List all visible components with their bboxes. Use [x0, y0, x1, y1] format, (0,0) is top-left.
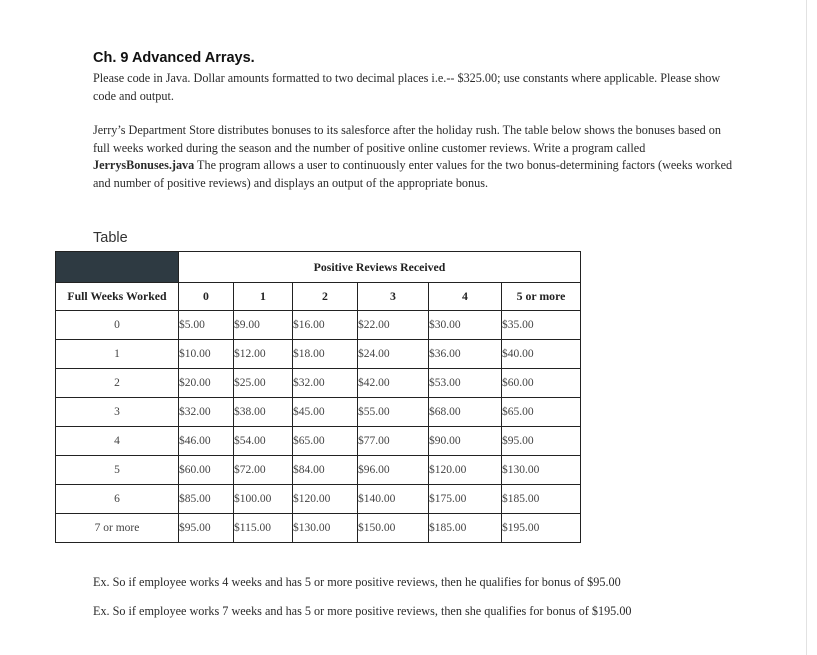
- bonus-cell: $84.00: [293, 456, 358, 485]
- table-row: [56, 369, 581, 398]
- positive-reviews-header: Positive Reviews Received: [179, 252, 581, 283]
- bonus-cell: $46.00: [179, 427, 234, 456]
- bonus-cell: $60.00: [502, 369, 581, 398]
- description-paragraph: [93, 122, 733, 193]
- bonus-cell: $68.00: [429, 398, 502, 427]
- bonus-cell: $130.00: [502, 456, 581, 485]
- bonus-cell: $115.00: [234, 514, 293, 543]
- bonus-cell: $185.00: [502, 485, 581, 514]
- bonus-cell: $12.00: [234, 340, 293, 369]
- column-header: 0: [179, 283, 234, 311]
- bonus-cell: $38.00: [234, 398, 293, 427]
- column-header: 4: [429, 283, 502, 311]
- bonus-cell: $60.00: [179, 456, 234, 485]
- intro-paragraph: Please code in Java. Dollar amounts formatted to two decimal places i.e.-- $325.00; use constants where applicable. Please show code and output.: [93, 71, 721, 103]
- column-header: 5 or more: [502, 283, 581, 311]
- bonus-cell: $53.00: [429, 369, 502, 398]
- bonus-cell: $65.00: [293, 427, 358, 456]
- table-row: [56, 485, 581, 514]
- weeks-cell: 3: [56, 398, 179, 427]
- bonus-cell: $35.00: [502, 311, 581, 340]
- bonus-cell: $22.00: [358, 311, 429, 340]
- description-text-after: The program allows a user to continuously enter values for the two bonus-determining factors (weeks worked and number of positive reviews) and displays an output of the appropriate bonus.: [93, 158, 733, 191]
- bonus-cell: $24.00: [358, 340, 429, 369]
- bonus-cell: $185.00: [429, 514, 502, 543]
- table-column-header-row: [56, 283, 581, 311]
- page-edge-divider: [806, 0, 807, 655]
- example-2: Ex. So if employee works 7 weeks and has 5 or more positive reviews, then she qualifies for bonus of $195.00: [93, 604, 632, 618]
- bonus-table: [55, 251, 581, 543]
- bonus-cell: $20.00: [179, 369, 234, 398]
- bonus-cell: $5.00: [179, 311, 234, 340]
- bonus-cell: $96.00: [358, 456, 429, 485]
- bonus-cell: $90.00: [429, 427, 502, 456]
- bonus-cell: $120.00: [293, 485, 358, 514]
- bonus-cell: $140.00: [358, 485, 429, 514]
- bonus-cell: $54.00: [234, 427, 293, 456]
- example-1: Ex. So if employee works 4 weeks and has 5 or more positive reviews, then he qualifies for bonus of $95.00: [93, 575, 621, 589]
- description-text-before: Jerry’s Department Store distributes bonuses to its salesforce after the holiday rush. The table below shows the bonuses based on full weeks worked during the season and the number of positive online customer reviews. Write a program called: [93, 123, 721, 155]
- bonus-cell: $85.00: [179, 485, 234, 514]
- table-row: [56, 311, 581, 340]
- bonus-cell: $100.00: [234, 485, 293, 514]
- bonus-cell: $10.00: [179, 340, 234, 369]
- bonus-cell: $77.00: [358, 427, 429, 456]
- bonus-cell: $55.00: [358, 398, 429, 427]
- bonus-cell: $16.00: [293, 311, 358, 340]
- bonus-cell: $36.00: [429, 340, 502, 369]
- bonus-cell: $120.00: [429, 456, 502, 485]
- table-group-header-row: [56, 252, 581, 283]
- bonus-cell: $18.00: [293, 340, 358, 369]
- bonus-cell: $9.00: [234, 311, 293, 340]
- bonus-cell: $72.00: [234, 456, 293, 485]
- table-row: [56, 456, 581, 485]
- bonus-cell: $42.00: [358, 369, 429, 398]
- weeks-cell: 2: [56, 369, 179, 398]
- table-row: [56, 514, 581, 543]
- weeks-cell: 0: [56, 311, 179, 340]
- bonus-cell: $40.00: [502, 340, 581, 369]
- table-row: [56, 340, 581, 369]
- weeks-column-header: Full Weeks Worked: [56, 283, 179, 311]
- bonus-cell: $130.00: [293, 514, 358, 543]
- table-row: [56, 427, 581, 456]
- column-header: 2: [293, 283, 358, 311]
- weeks-cell: 1: [56, 340, 179, 369]
- bonus-cell: $95.00: [179, 514, 234, 543]
- bonus-cell: $95.00: [502, 427, 581, 456]
- column-header: 1: [234, 283, 293, 311]
- table-corner-cell: [56, 252, 179, 283]
- bonus-cell: $32.00: [179, 398, 234, 427]
- page-title: Ch. 9 Advanced Arrays.: [93, 50, 255, 66]
- table-row: [56, 398, 581, 427]
- weeks-cell: 5: [56, 456, 179, 485]
- bonus-cell: $30.00: [429, 311, 502, 340]
- bonus-cell: $150.00: [358, 514, 429, 543]
- weeks-cell: 6: [56, 485, 179, 514]
- weeks-cell: 4: [56, 427, 179, 456]
- bonus-cell: $195.00: [502, 514, 581, 543]
- bonus-cell: $175.00: [429, 485, 502, 514]
- bonus-cell: $25.00: [234, 369, 293, 398]
- program-name: JerrysBonuses.java: [93, 158, 195, 173]
- table-caption: Table: [93, 230, 128, 246]
- bonus-cell: $32.00: [293, 369, 358, 398]
- column-header: 3: [358, 283, 429, 311]
- weeks-cell: 7 or more: [56, 514, 179, 543]
- bonus-cell: $45.00: [293, 398, 358, 427]
- bonus-cell: $65.00: [502, 398, 581, 427]
